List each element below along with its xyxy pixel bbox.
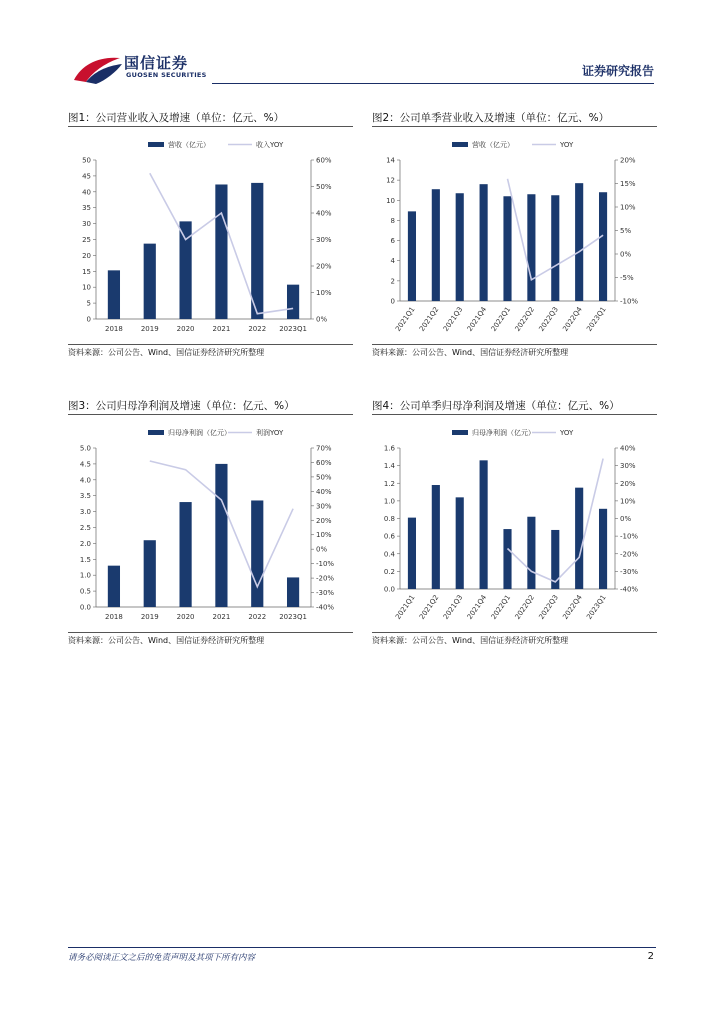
- y2-tick-label: 40%: [620, 444, 636, 453]
- bar: [144, 244, 156, 319]
- x-tick-label: 2023Q1: [279, 613, 307, 621]
- bar: [408, 518, 416, 589]
- legend-label: 归母净利润（亿元）: [168, 429, 231, 437]
- page-number: 2: [647, 951, 654, 962]
- y-tick-label: 5: [86, 299, 91, 308]
- source-divider: [372, 632, 657, 633]
- x-tick-label: 2023Q1: [585, 593, 608, 621]
- title-underline: [372, 414, 657, 415]
- legend-bar-swatch: [452, 430, 468, 435]
- y2-tick-label: 70%: [316, 444, 332, 453]
- y2-tick-label: -20%: [620, 550, 639, 559]
- y2-tick-label: 0%: [620, 250, 632, 259]
- y-tick-label: 40: [82, 188, 91, 197]
- legend-label: 营收（亿元）: [168, 141, 210, 149]
- chart-panel-fig1: [68, 110, 353, 360]
- y-tick-label: 5.0: [79, 444, 91, 453]
- y-tick-label: 2: [390, 277, 395, 286]
- x-tick-label: 2019: [140, 613, 159, 621]
- x-tick-label: 2023Q1: [279, 325, 307, 333]
- x-tick-label: 2021Q3: [441, 593, 465, 621]
- y2-tick-label: 0%: [316, 545, 328, 554]
- x-tick-label: 2022Q1: [489, 305, 513, 333]
- legend-label: 归母净利润（亿元）: [472, 429, 535, 437]
- y2-tick-label: 10%: [316, 531, 332, 540]
- legend-bar-swatch: [148, 142, 164, 147]
- chart-title: 图3：公司归母净利润及增速（单位：亿元、%）: [68, 400, 295, 412]
- x-tick-label: 2022Q2: [513, 305, 537, 333]
- bar: [108, 270, 120, 319]
- y-tick-label: 35: [82, 204, 91, 213]
- bar: [575, 488, 583, 589]
- report-type-label: 证券研究报告: [581, 64, 654, 78]
- title-underline: [68, 414, 353, 415]
- x-tick-label: 2022Q3: [537, 305, 560, 333]
- y-tick-label: 8: [390, 216, 395, 225]
- y-tick-label: 1.6: [383, 444, 395, 453]
- y2-tick-label: 20%: [620, 156, 636, 165]
- x-tick-label: 2022Q4: [561, 593, 584, 621]
- y-tick-label: 0.8: [383, 515, 395, 523]
- y-tick-label: 2.0: [79, 539, 91, 548]
- y-tick-label: 1.2: [383, 479, 395, 488]
- chart-title: 图4：公司单季归母净利润及增速（单位：亿元、%）: [372, 400, 620, 412]
- x-tick-label: 2021Q1: [394, 593, 417, 621]
- bar: [503, 529, 511, 589]
- y-tick-label: 0: [86, 315, 91, 324]
- title-underline: [68, 126, 353, 127]
- y-tick-label: 50: [82, 156, 91, 165]
- x-tick-label: 2022Q1: [489, 593, 513, 621]
- legend-label: 收入YOY: [256, 141, 284, 149]
- y2-tick-label: 40%: [316, 209, 332, 218]
- y-tick-label: 20: [82, 251, 91, 260]
- y-tick-label: 30: [82, 220, 91, 229]
- y2-tick-label: 60%: [316, 156, 332, 165]
- title-underline: [372, 126, 657, 127]
- y2-tick-label: -30%: [316, 589, 335, 598]
- x-tick-label: 2021: [212, 613, 231, 621]
- chart-plot: [68, 418, 353, 633]
- bar: [215, 184, 227, 319]
- chart-plot: [372, 418, 657, 633]
- bar: [480, 460, 488, 589]
- y-tick-label: 0: [390, 297, 395, 306]
- y2-tick-label: 10%: [620, 203, 636, 212]
- x-tick-label: 2021: [212, 325, 231, 333]
- y2-tick-label: -40%: [316, 603, 335, 612]
- bar: [251, 183, 263, 319]
- bar: [432, 485, 440, 589]
- bar: [575, 183, 583, 301]
- bar: [527, 517, 535, 589]
- y2-tick-label: 50%: [316, 473, 332, 482]
- chart-panel-fig3: [68, 398, 353, 648]
- chart-plot: [68, 130, 353, 345]
- bar: [456, 193, 464, 301]
- y-tick-label: 14: [386, 156, 395, 165]
- bar: [527, 194, 535, 301]
- y-tick-label: 0.2: [383, 567, 395, 576]
- footer-divider: [68, 947, 656, 948]
- y2-tick-label: 30%: [620, 462, 636, 471]
- bar: [503, 196, 511, 301]
- y-tick-label: 3.0: [79, 508, 91, 517]
- y-tick-label: 25: [82, 236, 91, 244]
- y-tick-label: 45: [82, 172, 91, 181]
- bar: [408, 211, 416, 301]
- y2-tick-label: 5%: [620, 227, 632, 235]
- legend-label: 利润YOY: [256, 429, 284, 437]
- y2-tick-label: -30%: [620, 567, 639, 576]
- y2-tick-label: 30%: [316, 236, 332, 244]
- x-tick-label: 2020: [176, 613, 195, 621]
- y2-tick-label: 30%: [316, 502, 332, 511]
- chart-plot: [372, 130, 657, 345]
- y2-tick-label: 0%: [316, 315, 328, 324]
- y-tick-label: 4: [390, 257, 395, 266]
- footer-disclaimer: 请务必阅读正文之后的免责声明及其项下所有内容: [68, 953, 256, 963]
- chart-source: 资料来源：公司公告、Wind、国信证券经济研究所整理: [68, 636, 265, 645]
- x-tick-label: 2021Q4: [465, 305, 489, 333]
- y-tick-label: 10: [82, 283, 91, 292]
- bar: [144, 540, 156, 607]
- page-header: [0, 0, 724, 86]
- x-tick-label: 2022Q4: [561, 305, 584, 333]
- chart-source: 资料来源：公司公告、Wind、国信证券经济研究所整理: [372, 348, 569, 357]
- y-tick-label: 1.4: [383, 462, 395, 471]
- y-tick-label: 6: [390, 237, 395, 246]
- x-tick-label: 2019: [140, 325, 159, 333]
- y2-tick-label: 60%: [316, 458, 332, 467]
- y-tick-label: 15: [82, 267, 91, 276]
- x-tick-label: 2022: [248, 613, 267, 621]
- source-divider: [372, 344, 657, 345]
- legend-bar-swatch: [452, 142, 468, 147]
- x-tick-label: 2022Q3: [537, 593, 560, 621]
- x-tick-label: 2021Q2: [417, 305, 441, 333]
- y2-tick-label: -10%: [316, 560, 335, 569]
- bar: [179, 502, 191, 607]
- legend-label: YOY: [560, 429, 574, 437]
- x-tick-label: 2022Q2: [513, 593, 537, 621]
- chart-title: 图1：公司营业收入及增速（单位：亿元、%）: [68, 112, 285, 124]
- y-tick-label: 4.5: [79, 460, 91, 469]
- legend-label: 营收（亿元）: [472, 141, 514, 149]
- legend-bar-swatch: [148, 430, 164, 435]
- y-tick-label: 1.0: [79, 571, 91, 580]
- bar: [432, 189, 440, 301]
- y2-tick-label: 20%: [620, 479, 636, 488]
- chart-panel-fig2: [372, 110, 657, 360]
- y-tick-label: 2.5: [79, 524, 91, 532]
- x-tick-label: 2023Q1: [585, 305, 608, 333]
- x-tick-label: 2020: [176, 325, 195, 333]
- y-tick-label: 0.5: [79, 587, 91, 596]
- bar: [287, 285, 299, 319]
- y2-tick-label: 40%: [316, 487, 332, 496]
- y-tick-label: 0.6: [383, 532, 395, 541]
- x-tick-label: 2021Q1: [394, 305, 417, 333]
- x-tick-label: 2021Q3: [441, 305, 465, 333]
- bar: [480, 184, 488, 301]
- y2-tick-label: -5%: [620, 274, 634, 282]
- y-tick-label: 10: [386, 196, 395, 205]
- bar: [599, 192, 607, 301]
- bar: [108, 566, 120, 607]
- bar: [287, 577, 299, 607]
- y2-tick-label: 20%: [316, 262, 332, 271]
- logo-english-name: GUOSEN SECURITIES: [126, 71, 207, 79]
- y2-tick-label: 0%: [620, 515, 632, 523]
- logo-chinese-name: 国信证券: [124, 54, 189, 72]
- y2-tick-label: 10%: [316, 289, 332, 297]
- y-tick-label: 0.4: [383, 550, 395, 559]
- y-tick-label: 0.0: [383, 585, 395, 594]
- y-tick-label: 4.0: [79, 476, 91, 485]
- bar: [251, 500, 263, 607]
- y-tick-label: 1.5: [79, 555, 91, 564]
- x-tick-label: 2022: [248, 325, 267, 333]
- x-tick-label: 2021Q2: [417, 593, 441, 621]
- bar: [215, 464, 227, 607]
- y-tick-label: 1.0: [383, 497, 395, 506]
- source-divider: [68, 344, 353, 345]
- header-divider: [212, 83, 654, 84]
- source-divider: [68, 632, 353, 633]
- y2-tick-label: 20%: [316, 516, 332, 525]
- y2-tick-label: 10%: [620, 497, 636, 506]
- y2-tick-label: 50%: [316, 183, 332, 191]
- bar: [599, 509, 607, 589]
- chart-source: 资料来源：公司公告、Wind、国信证券经济研究所整理: [372, 636, 569, 645]
- y2-tick-label: -10%: [620, 297, 639, 306]
- legend-label: YOY: [560, 141, 574, 149]
- x-tick-label: 2018: [105, 325, 123, 333]
- x-tick-label: 2021Q4: [465, 593, 489, 621]
- x-tick-label: 2018: [105, 613, 123, 621]
- y-tick-label: 12: [386, 176, 395, 185]
- y2-tick-label: 15%: [620, 180, 636, 188]
- y2-tick-label: -40%: [620, 585, 639, 594]
- chart-title: 图2：公司单季营业收入及增速（单位：亿元、%）: [372, 112, 610, 124]
- y2-tick-label: -20%: [316, 574, 335, 583]
- chart-panel-fig4: [372, 398, 657, 648]
- y-tick-label: 3.5: [79, 492, 91, 501]
- y2-tick-label: -10%: [620, 532, 639, 541]
- bar: [456, 497, 464, 589]
- chart-source: 资料来源：公司公告、Wind、国信证券经济研究所整理: [68, 348, 265, 357]
- y-tick-label: 0.0: [79, 603, 91, 612]
- bar: [551, 195, 559, 301]
